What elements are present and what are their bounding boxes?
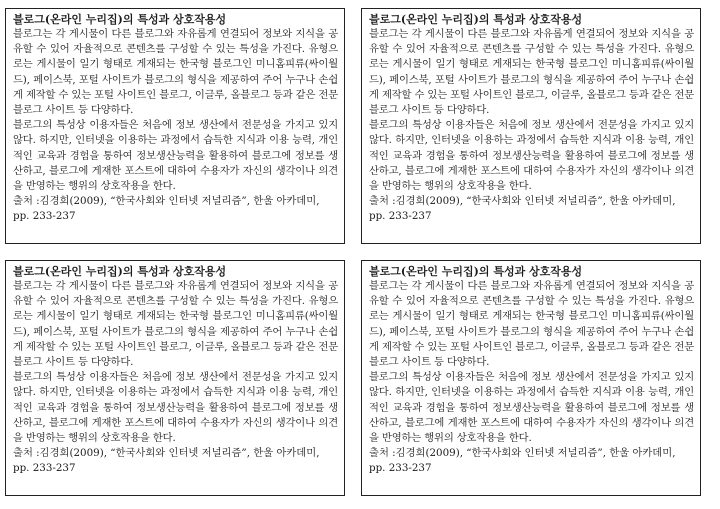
card-paragraph-1: 블로그는 각 게시물이 다른 블로그와 자유롭게 연결되어 정보와 지식을 공유할 수 있어 자율적으로 콘텐츠를 구성할 수 있는 특성을 가진다. 유형으로는 게시물이 일기 형태로 게재되는 한국형 블로그인 미니홈피류(싸이월드), 페이스북, 포털 사이트가 블로그의 형식을 제공하여 주어 누구나 손쉽게 제작할 수 있는 포털 사이트인 블로그, 이글루, 올블로그 등과 같은 전문 블로그 사이트 등 다양하다. bbox=[13, 28, 338, 117]
card-paragraph-2: 블로그의 특성상 이용자들은 처음에 정보 생산에서 전문성을 가지고 있지 않다. 하지만, 인터넷을 이용하는 과정에서 습득한 지식과 이용 능력, 개인적인 교육과 경험을 통하여 정보생산능력을 활용하여 블로그에 정보를 생산하고, 블로그에 게재한 포스트에 대하여 수용자가 자신의 생각이나 의견을 반영하는 행위의 상호작용을 한다. bbox=[13, 119, 338, 193]
card-paragraph-1: 블로그는 각 게시물이 다른 블로그와 자유롭게 연결되어 정보와 지식을 공유할 수 있어 자율적으로 콘텐츠를 구성할 수 있는 특성을 가진다. 유형으로는 게시물이 일기 형태로 게재되는 한국형 블로그인 미니홈피류(싸이월드), 페이스북, 포털 사이트가 블로그의 형식을 제공하여 주어 누구나 손쉽게 제작할 수 있는 포털 사이트인 블로그, 이글루, 올블로그 등과 같은 전문 블로그 사이트 등 다양하다. bbox=[369, 280, 694, 369]
card-title: 블로그(온라인 누리집)의 특성과 상호작용성 bbox=[13, 13, 227, 26]
card-title: 블로그(온라인 누리집)의 특성과 상호작용성 bbox=[369, 265, 583, 278]
card-paragraph-2: 블로그의 특성상 이용자들은 처음에 정보 생산에서 전문성을 가지고 있지 않다. 하지만, 인터넷을 이용하는 과정에서 습득한 지식과 이용 능력, 개인적인 교육과 경험을 통하여 정보생산능력을 활용하여 블로그에 정보를 생산하고, 블로그에 게재한 포스트에 대하여 수용자가 자신의 생각이나 의견을 반영하는 행위의 상호작용을 한다. bbox=[13, 371, 338, 445]
card-source: 출처 :김경희(2009), “한국사회와 인터넷 저널리즘”, 한울 아카데미, pp. 233-237 bbox=[369, 195, 676, 223]
card-source: 출처 :김경희(2009), “한국사회와 인터넷 저널리즘”, 한울 아카데미, pp. 233-237 bbox=[13, 195, 320, 223]
info-card-bottom-right bbox=[361, 260, 701, 496]
card-paragraph-2: 블로그의 특성상 이용자들은 처음에 정보 생산에서 전문성을 가지고 있지 않다. 하지만, 인터넷을 이용하는 과정에서 습득한 지식과 이용 능력, 개인적인 교육과 경험을 통하여 정보생산능력을 활용하여 블로그에 정보를 생산하고, 블로그에 게재한 포스트에 대하여 수용자가 자신의 생각이나 의견을 반영하는 행위의 상호작용을 한다. bbox=[369, 119, 694, 193]
card-title: 블로그(온라인 누리집)의 특성과 상호작용성 bbox=[13, 265, 227, 278]
card-source: 출처 :김경희(2009), “한국사회와 인터넷 저널리즘”, 한울 아카데미, pp. 233-237 bbox=[369, 447, 676, 475]
card-paragraph-1: 블로그는 각 게시물이 다른 블로그와 자유롭게 연결되어 정보와 지식을 공유할 수 있어 자율적으로 콘텐츠를 구성할 수 있는 특성을 가진다. 유형으로는 게시물이 일기 형태로 게재되는 한국형 블로그인 미니홈피류(싸이월드), 페이스북, 포털 사이트가 블로그의 형식을 제공하여 주어 누구나 손쉽게 제작할 수 있는 포털 사이트인 블로그, 이글루, 올블로그 등과 같은 전문 블로그 사이트 등 다양하다. bbox=[13, 280, 338, 369]
info-card-top-left bbox=[5, 8, 345, 244]
card-title: 블로그(온라인 누리집)의 특성과 상호작용성 bbox=[369, 13, 583, 26]
card-paragraph-2: 블로그의 특성상 이용자들은 처음에 정보 생산에서 전문성을 가지고 있지 않다. 하지만, 인터넷을 이용하는 과정에서 습득한 지식과 이용 능력, 개인적인 교육과 경험을 통하여 정보생산능력을 활용하여 블로그에 정보를 생산하고, 블로그에 게재한 포스트에 대하여 수용자가 자신의 생각이나 의견을 반영하는 행위의 상호작용을 한다. bbox=[369, 371, 694, 445]
info-card-bottom-left bbox=[5, 260, 345, 496]
card-paragraph-1: 블로그는 각 게시물이 다른 블로그와 자유롭게 연결되어 정보와 지식을 공유할 수 있어 자율적으로 콘텐츠를 구성할 수 있는 특성을 가진다. 유형으로는 게시물이 일기 형태로 게재되는 한국형 블로그인 미니홈피류(싸이월드), 페이스북, 포털 사이트가 블로그의 형식을 제공하여 주어 누구나 손쉽게 제작할 수 있는 포털 사이트인 블로그, 이글루, 올블로그 등과 같은 전문 블로그 사이트 등 다양하다. bbox=[369, 28, 694, 117]
info-card-top-right bbox=[361, 8, 701, 244]
card-source: 출처 :김경희(2009), “한국사회와 인터넷 저널리즘”, 한울 아카데미, pp. 233-237 bbox=[13, 447, 320, 475]
